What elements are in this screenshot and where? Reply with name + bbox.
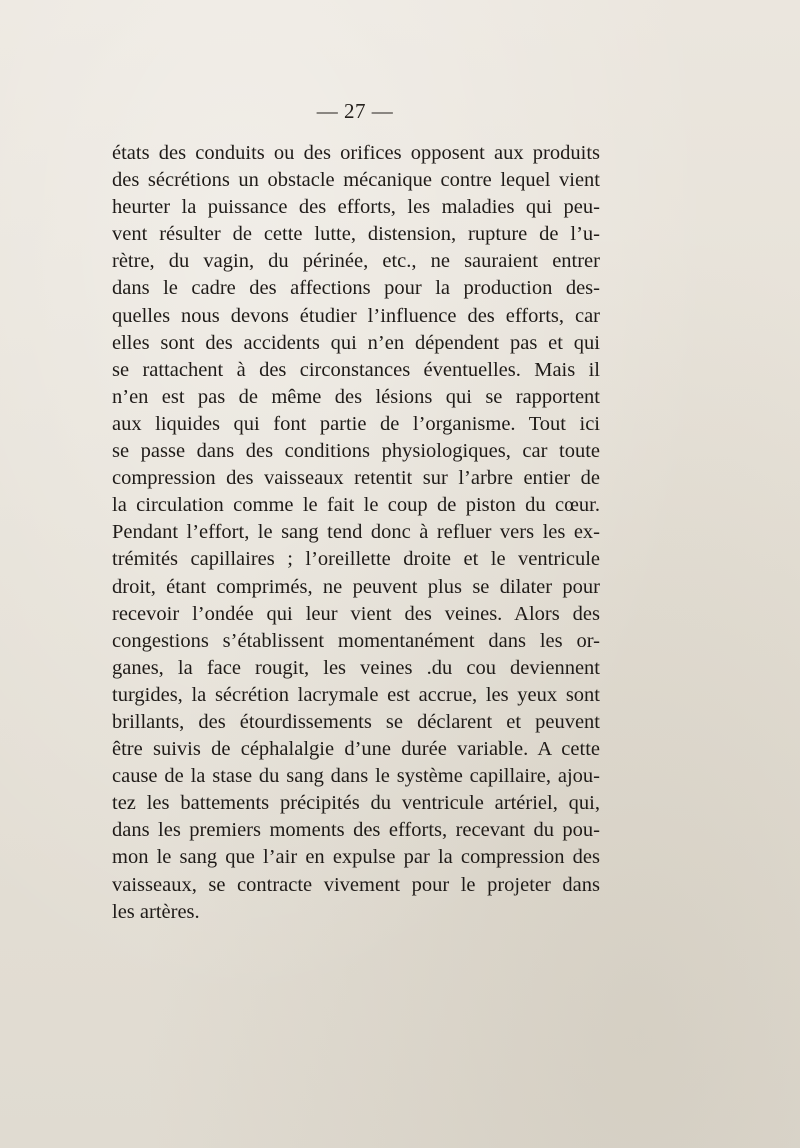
text-line: dans les premiers moments des efforts, recevant du pou- xyxy=(112,819,600,842)
text-line: ganes, la face rougit, les veines .du cou deviennent xyxy=(112,656,600,679)
body-text xyxy=(112,140,600,926)
text-line: heurter la puissance des efforts, les maladies qui peu- xyxy=(112,196,600,219)
text-line: des sécrétions un obstacle mécanique contre lequel vient xyxy=(112,169,600,192)
page-number: — 27 — xyxy=(316,99,394,123)
text-line: elles sont des accidents qui n’en dépendent pas et qui xyxy=(112,331,600,354)
text-line: Pendant l’effort, le sang tend donc à refluer vers les ex- xyxy=(112,521,600,544)
text-line: cause de la stase du sang dans le système capillaire, ajou- xyxy=(112,765,600,788)
text-line: dans le cadre des affections pour la production des- xyxy=(112,277,600,300)
text-line: tez les battements précipités du ventricule artériel, qui, xyxy=(112,792,600,815)
text-line: trémités capillaires ; l’oreillette droite et le ventricule xyxy=(112,548,600,571)
text-line: droit, étant comprimés, ne peuvent plus se dilater pour xyxy=(112,575,600,598)
text-line: se passe dans des conditions physiologiques, car toute xyxy=(112,440,600,463)
text-line: congestions s’établissent momentanément dans les or- xyxy=(112,629,600,652)
text-line: vent résulter de cette lutte, distension, rupture de l’u- xyxy=(112,223,600,246)
text-line: la circulation comme le fait le coup de piston du cœur. xyxy=(112,494,600,517)
text-line: être suivis de céphalalgie d’une durée variable. A cette xyxy=(112,738,600,761)
text-line: turgides, la sécrétion lacrymale est accrue, les yeux sont xyxy=(112,683,600,706)
text-line: rètre, du vagin, du périnée, etc., ne sauraient entrer xyxy=(112,250,600,273)
text-line: les artères. xyxy=(112,900,200,923)
text-line: quelles nous devons étudier l’influence des efforts, car xyxy=(112,304,600,327)
text-line: aux liquides qui font partie de l’organisme. Tout ici xyxy=(112,412,600,435)
text-line: recevoir l’ondée qui leur vient des veines. Alors des xyxy=(112,602,600,625)
text-line: brillants, des étourdissements se déclarent et peuvent xyxy=(112,710,600,733)
text-line: vaisseaux, se contracte vivement pour le projeter dans xyxy=(112,873,600,896)
text-line: mon le sang que l’air en expulse par la compression des xyxy=(112,846,600,869)
text-line: n’en est pas de même des lésions qui se rapportent xyxy=(112,385,600,408)
text-line: états des conduits ou des orifices opposent aux produits xyxy=(112,142,600,164)
text-line: compression des vaisseaux retentit sur l’arbre entier de xyxy=(112,467,600,490)
text-line: se rattachent à des circonstances éventuelles. Mais il xyxy=(112,358,600,381)
